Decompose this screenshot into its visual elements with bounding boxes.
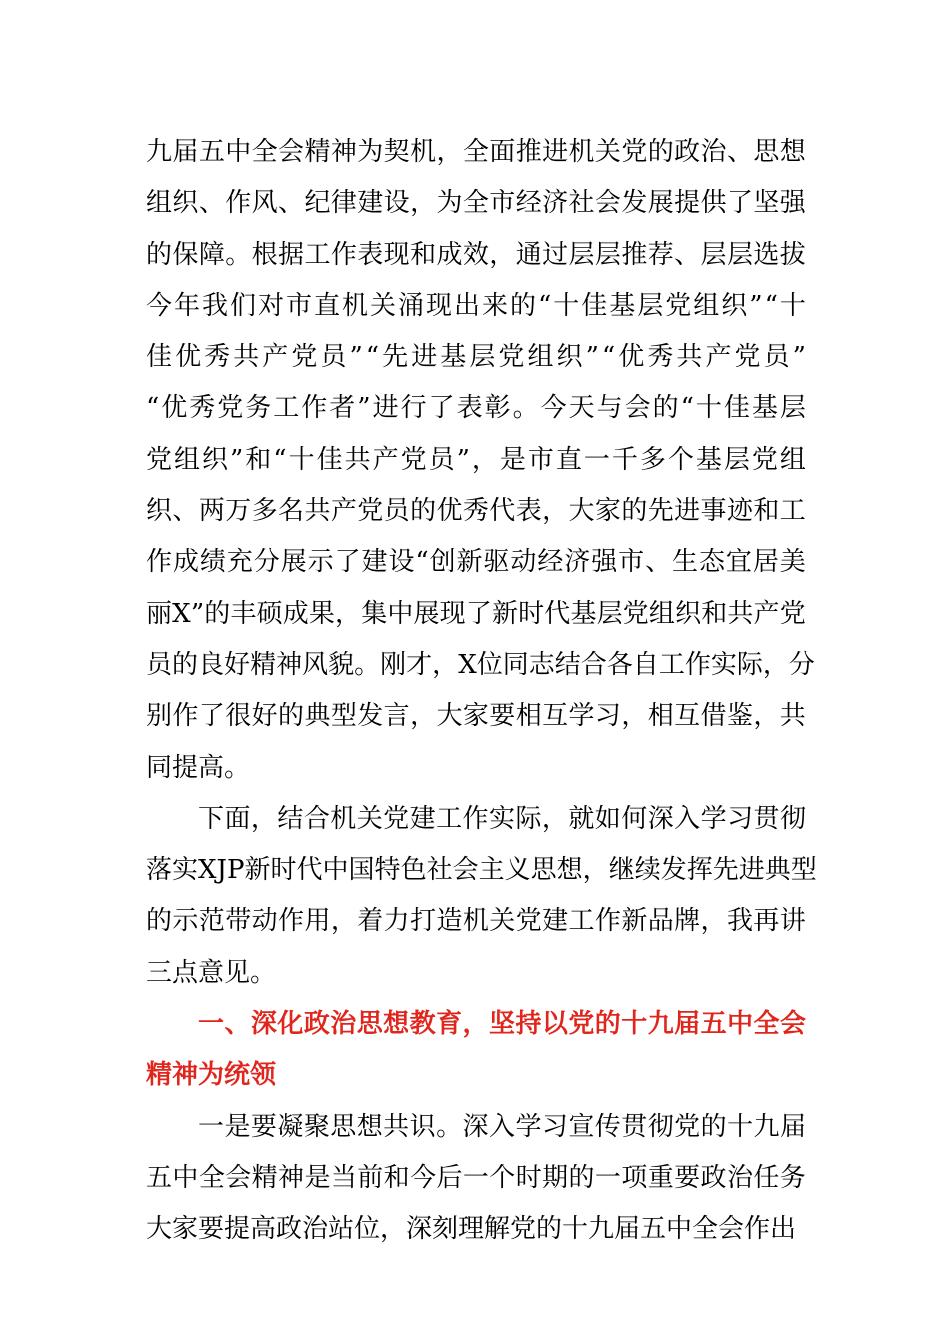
text-line: 九 届 五 中 全 会 精 神 为 契 机 ， 全 面 推 进 机 关 党 的 政 治 、 思 想	[146, 137, 806, 167]
text-line: 一 、 深 化 政 治 思 想 教 育 ， 坚 持 以 党 的 十 九 届 五 中 全 会	[198, 1009, 806, 1040]
document-page	[146, 127, 817, 1256]
text-line: 党 组 织 ” 和 “ 十 佳 共 产 党 员 ” ， 是 市 直 一 千 多 个 基 层 党 组	[146, 444, 806, 475]
text-line: 今 年 我 们 对 市 直 机 关 涌 现 出 来 的 “ 十 佳 基 层 党 组 织 ” “ 十	[146, 290, 806, 321]
text-line: 织 、 两 万 多 名 共 产 党 员 的 优 秀 代 表 ， 大 家 的 先 进 事 迹 和 工	[146, 496, 806, 527]
text-line: 大家要提高政治站位，深刻理解党的十九届五中全会作出	[146, 1214, 797, 1245]
text-line: 的 保 障 。 根 据 工 作 表 现 和 成 效 ， 通 过 层 层 推 荐 、 层 层 选 拔	[146, 239, 806, 270]
body-paragraph	[146, 1102, 806, 1256]
text-line: 别 作 了 很 好 的 典 型 发 言 ， 大 家 要 相 互 学 习 ， 相 互 借 鉴 ， 共	[146, 701, 806, 732]
text-line: 作 成 绩 充 分 展 示 了 建 设 “ 创 新 驱 动 经 济 强 市 、 生 态 宜 居 美	[146, 547, 806, 578]
text-line: “ 优 秀 党 务 工 作 者 ” 进 行 了 表 彰 。 今 天 与 会 的 “ 十 佳 基 层	[146, 393, 806, 424]
body-paragraph	[146, 127, 815, 794]
text-line: 佳 优 秀 共 产 党 员 ” “ 先 进 基 层 党 组 织 ” “ 优 秀 共 产 党 员 ”	[146, 342, 806, 373]
text-line: 精神为统领	[146, 1060, 277, 1091]
text-line: 五 中 全 会 精 神 是 当 前 和 今 后 一 个 时 期 的 一 项 重 要 政 治 任 务	[146, 1162, 806, 1193]
text-line: 三点意见。	[146, 957, 277, 988]
section-heading	[146, 999, 806, 1102]
body-paragraph	[146, 794, 817, 999]
text-line: 同提高。	[146, 752, 251, 783]
text-line: 下 面 ， 结 合 机 关 党 建 工 作 实 际 ， 就 如 何 深 入 学 习 贯 彻	[198, 803, 806, 834]
text-line: 组 织 、 作 风 、 纪 律 建 设 ， 为 全 市 经 济 社 会 发 展 提 供 了 坚 强	[146, 188, 806, 219]
text-line: 落 实 XJP 新 时 代 中 国 特 色 社 会 主 义 思 想 ， 继 续 发 挥 先 进 典 型	[146, 855, 817, 886]
text-line: 一 是 要 凝 聚 思 想 共 识 。 深 入 学 习 宣 传 贯 彻 党 的 十 九 届	[198, 1111, 806, 1142]
text-line: 的 示 范 带 动 作 用 ， 着 力 打 造 机 关 党 建 工 作 新 品 牌 ， 我 再 讲	[146, 906, 806, 937]
text-line: 员 的 良 好 精 神 风 貌 。 刚 才 ， X 位 同 志 结 合 各 自 工 作 实 际 ， 分	[146, 649, 815, 680]
text-line: 丽 X ” 的 丰 硕 成 果 ， 集 中 展 现 了 新 时 代 基 层 党 组 织 和 共 产 党	[146, 598, 806, 629]
